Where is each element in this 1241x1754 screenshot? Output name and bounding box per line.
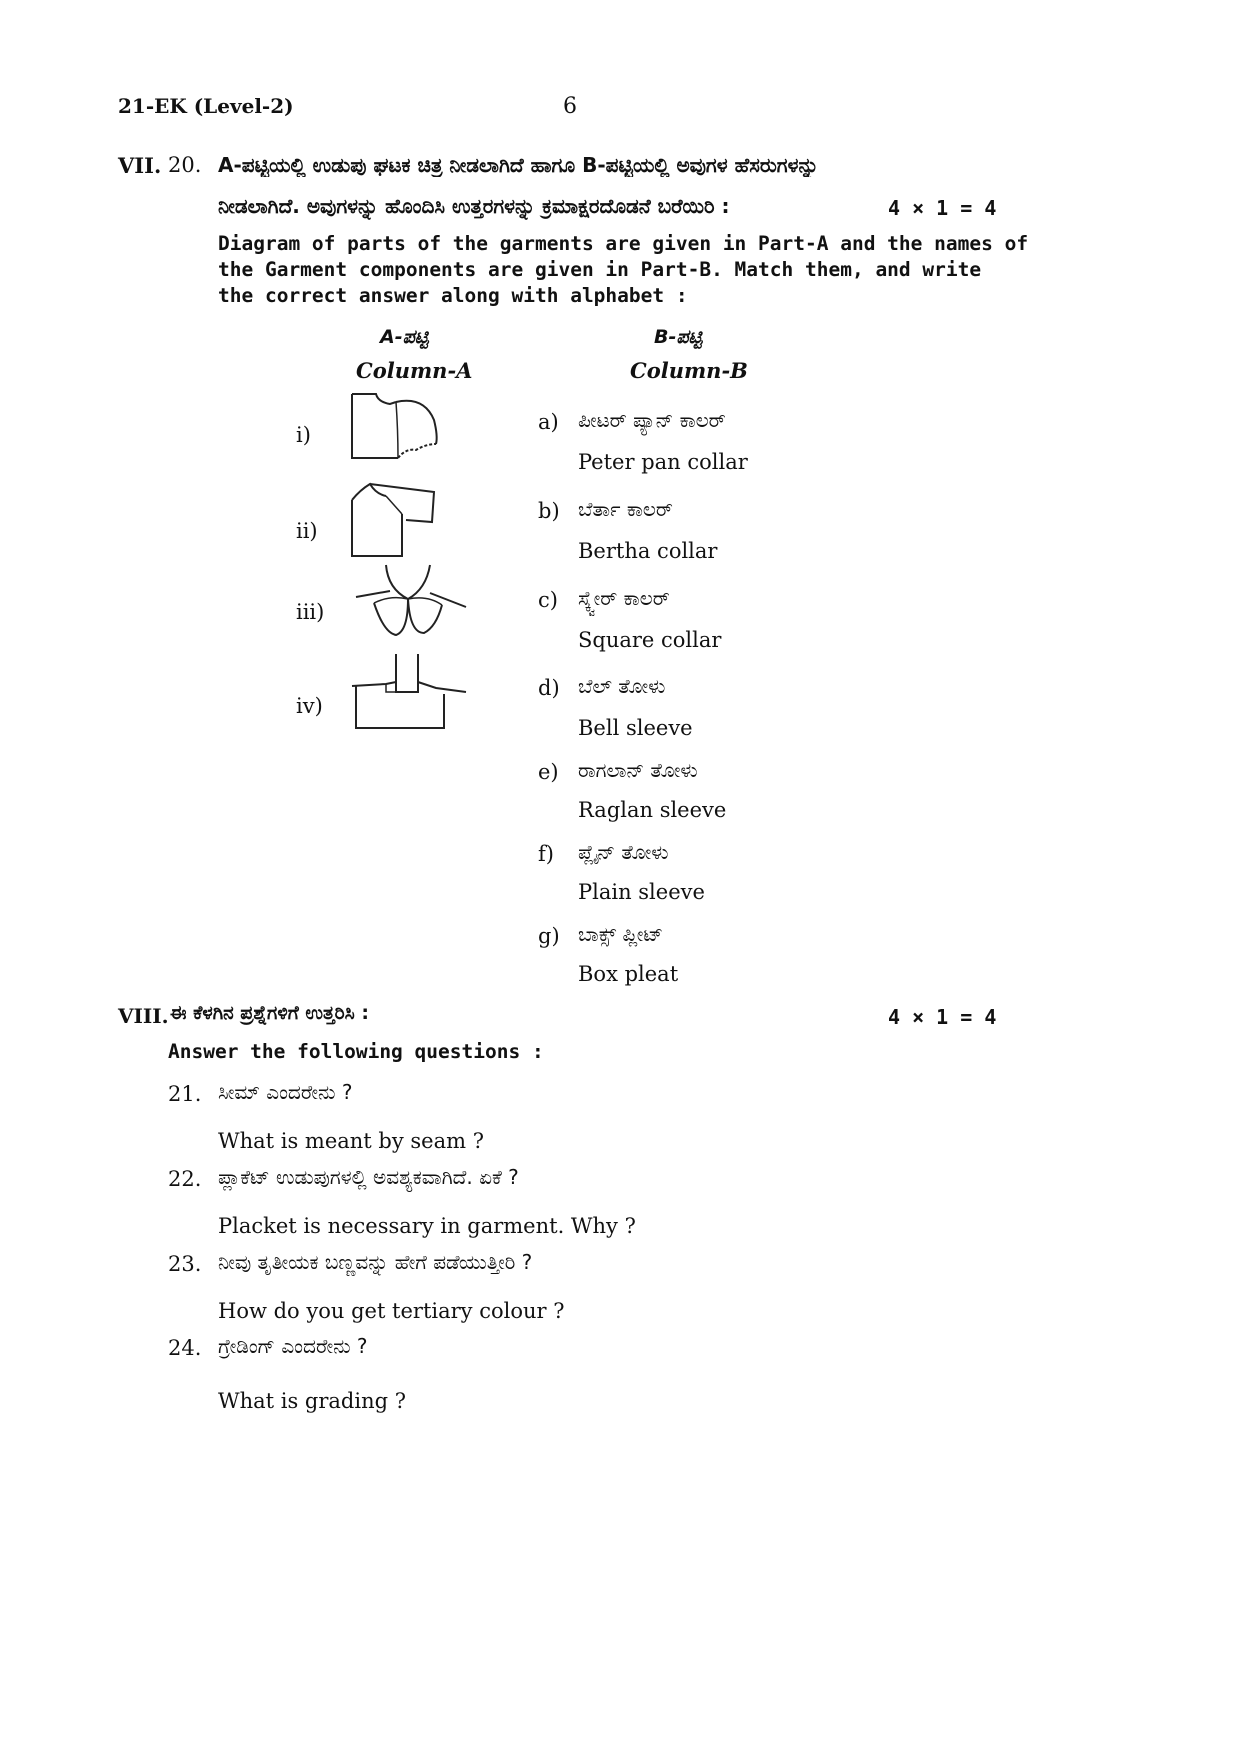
column-a-label-i: i) <box>296 423 311 447</box>
sleeve-diagram-icon <box>346 390 442 462</box>
question-21-kannada: ಸೀಮ್ ಎಂದರೇನು ? <box>218 1080 353 1104</box>
q20-kannada-line2: ನೀಡಲಾಗಿದೆ. ಅವುಗಳನ್ನು ಹೊಂದಿಸಿ ಉತ್ತರಗಳನ್ನು ಕ್ರಮಾಕ್ಷರದೊಡನೆ ಬರೆಯಿರಿ : <box>218 194 730 218</box>
column-b-letter-f: f) <box>538 842 554 866</box>
section-viii-english-title: Answer the following questions : <box>168 1040 544 1063</box>
q20-english-line2: the Garment components are given in Part-B. Match them, and write <box>218 258 982 281</box>
column-b-kannada-header: B-ಪಟ್ಟಿ <box>654 326 703 348</box>
q20-marks: 4 × 1 = 4 <box>888 196 997 220</box>
question-24-number: 24. <box>168 1336 202 1360</box>
page-number: 6 <box>563 94 577 119</box>
question-22-number: 22. <box>168 1167 202 1191</box>
section-viii-kannada-title: ಈ ಕೆಳಗಿನ ಪ್ರಶ್ನೆಗಳಿಗೆ ಉತ್ತರಿಸಿ : <box>170 1002 369 1024</box>
column-b-kannada-f: ಪ್ಲೈನ್ ತೋಳು <box>578 840 669 864</box>
question-23-number: 23. <box>168 1252 202 1276</box>
column-a-label-iv: iv) <box>296 694 323 718</box>
column-b-english-g: Box pleat <box>578 962 679 986</box>
column-b-header: Column-B <box>630 358 748 383</box>
question-23-kannada: ನೀವು ತೃತೀಯಕ ಬಣ್ಣವನ್ನು ಹೇಗೆ ಪಡೆಯುತ್ತೀರಿ ? <box>218 1250 533 1274</box>
question-24-kannada: ಗ್ರೇಡಿಂಗ್ ಎಂದರೇನು ? <box>218 1334 368 1358</box>
column-b-kannada-a: ಪೀಟರ್ ಪ್ಯಾನ್ ಕಾಲರ್ <box>578 408 726 432</box>
column-b-english-c: Square collar <box>578 628 722 652</box>
column-a-kannada-header: A-ಪಟ್ಟಿ <box>380 326 429 348</box>
column-b-kannada-e: ರಾಗಲಾನ್ ತೋಳು <box>578 758 698 782</box>
column-b-kannada-b: ಬೆರ್ತಾ ಕಾಲರ್ <box>578 497 673 521</box>
exam-code: 21-EK (Level-2) <box>118 94 294 118</box>
column-b-english-d: Bell sleeve <box>578 716 693 740</box>
column-b-english-e: Raglan sleeve <box>578 798 727 822</box>
q20-english-line1: Diagram of parts of the garments are given in Part-A and the names of <box>218 232 1029 255</box>
q20-english-line3: the correct answer along with alphabet : <box>218 284 688 307</box>
question-20-number: 20. <box>168 153 202 177</box>
column-b-letter-b: b) <box>538 499 560 523</box>
question-21-english: What is meant by seam ? <box>218 1129 484 1153</box>
column-b-kannada-d: ಬೆಲ್ ತೋಳು <box>578 674 666 698</box>
question-22-english: Placket is necessary in garment. Why ? <box>218 1214 636 1238</box>
column-a-header: Column-A <box>356 358 473 383</box>
column-b-kannada-g: ಬಾಕ್ಸ್ ಪ್ಲೀಟ್ <box>578 922 664 946</box>
section-viii-marks: 4 × 1 = 4 <box>888 1005 997 1029</box>
question-21-number: 21. <box>168 1082 202 1106</box>
column-b-letter-d: d) <box>538 676 560 700</box>
peter-pan-collar-diagram-icon <box>350 563 472 641</box>
question-23-english: How do you get tertiary colour ? <box>218 1299 565 1323</box>
question-22-kannada: ಪ್ಲಾಕೆಟ್ ಉಡುಪುಗಳಲ್ಲಿ ಅವಶ್ಯಕವಾಗಿದೆ. ಏಕೆ ? <box>218 1165 519 1189</box>
raglan-sleeve-diagram-icon <box>346 478 438 560</box>
q20-kannada-line1: A-ಪಟ್ಟಿಯಲ್ಲಿ ಉಡುಪು ಘಟಕ ಚಿತ್ರ ನೀಡಲಾಗಿದೆ ಹಾಗೂ B-ಪಟ್ಟಿಯಲ್ಲಿ ಅವುಗಳ ಹೆಸರುಗಳನ್ನು <box>218 153 819 177</box>
square-collar-diagram-icon <box>350 652 470 732</box>
question-24-english: What is grading ? <box>218 1389 406 1413</box>
column-b-letter-g: g) <box>538 924 560 948</box>
column-b-letter-e: e) <box>538 760 559 784</box>
section-viii-roman: VIII. <box>118 1004 169 1028</box>
section-vii-roman: VII. <box>118 153 162 178</box>
column-a-label-iii: iii) <box>296 600 325 624</box>
column-b-kannada-c: ಸ್ಕ್ವೇರ್ ಕಾಲರ್ <box>578 586 670 610</box>
column-b-english-a: Peter pan collar <box>578 450 748 474</box>
column-b-letter-a: a) <box>538 410 559 434</box>
column-b-english-b: Bertha collar <box>578 539 718 563</box>
column-b-english-f: Plain sleeve <box>578 880 705 904</box>
column-a-label-ii: ii) <box>296 519 318 543</box>
column-b-letter-c: c) <box>538 588 558 612</box>
